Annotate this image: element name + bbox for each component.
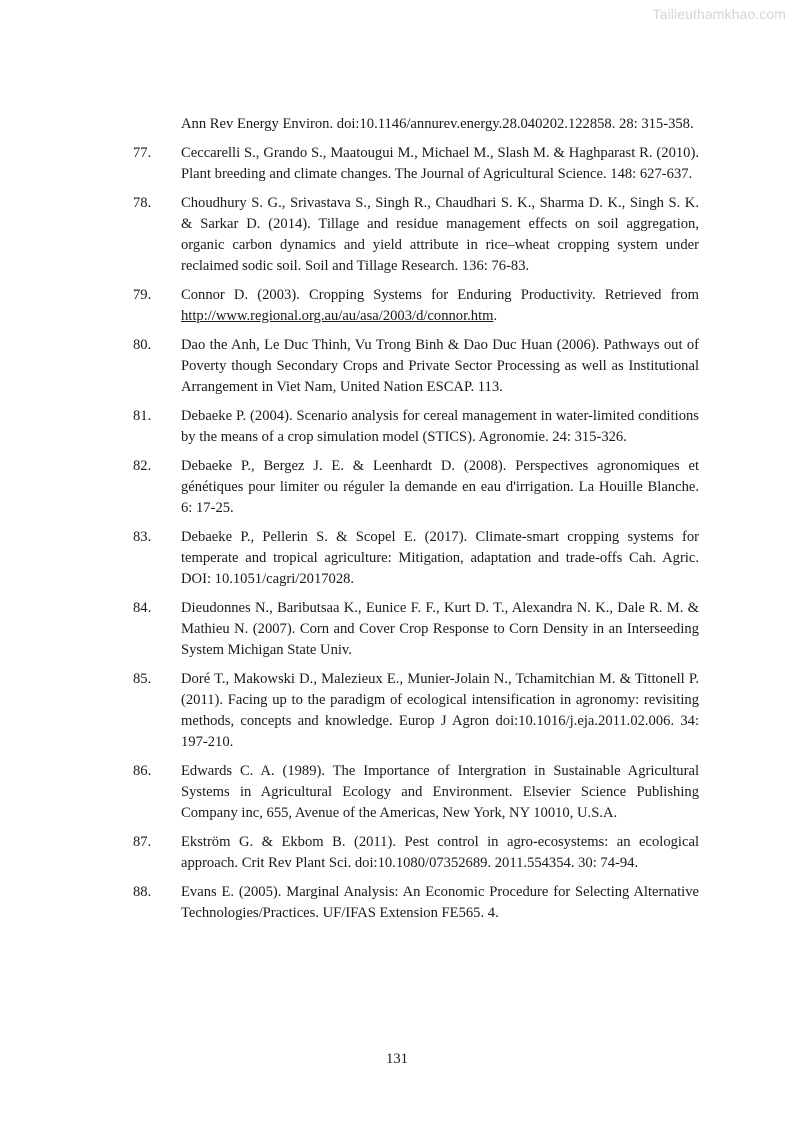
reference-number: 79. <box>133 287 152 303</box>
reference-number: 80. <box>133 337 152 353</box>
reference-80 <box>133 335 699 398</box>
reference-88 <box>133 882 699 924</box>
reference-text: Choudhury S. G., Srivastava S., Singh R., Chaudhari S. K., Sharma D. K., Singh S. K. & Sarkar D. (2014). Tillage and residue management effects on soil aggregation, organic carbon dynamics and yield attribute in rice–wheat cropping system under reclaimed sodic soil. Soil and Tillage Research. 136: 76-83. <box>181 195 699 274</box>
reference-84 <box>133 598 699 661</box>
reference-number: 87. <box>133 834 152 850</box>
reference-86 <box>133 761 699 824</box>
reference-number: 85. <box>133 671 152 687</box>
reference-81 <box>133 406 699 448</box>
reference-number: 81. <box>133 408 152 424</box>
reference-number: 77. <box>133 145 152 161</box>
reference-text: Ceccarelli S., Grando S., Maatougui M., Michael M., Slash M. & Haghparast R. (2010). Plant breeding and climate changes. The Journal of Agricultural Science. 148: 627-637. <box>181 145 699 182</box>
reference-text: Ann Rev Energy Environ. doi:10.1146/annurev.energy.28.040202.122858. 28: 315-358. <box>181 116 694 132</box>
reference-87 <box>133 832 699 874</box>
reference-83 <box>133 527 699 590</box>
reference-number: 82. <box>133 458 152 474</box>
reference-text: Connor D. (2003). Cropping Systems for Enduring Productivity. Retrieved from <box>181 287 699 303</box>
reference-text: Debaeke P., Pellerin S. & Scopel E. (2017). Climate-smart cropping systems for temperate and tropical agriculture: Mitigation, adaptation and trade-offs Cah. Agric. DOI: 10.1051/cagri/2017028. <box>181 529 699 587</box>
reference-link[interactable]: http://www.regional.org.au/au/asa/2003/d/connor.htm <box>181 308 494 324</box>
reference-text: Debaeke P. (2004). Scenario analysis for cereal management in water-limited conditions by the means of a crop simulation model (STICS). Agronomie. 24: 315-326. <box>181 408 699 445</box>
reference-85 <box>133 669 699 753</box>
reference-text: Doré T., Makowski D., Malezieux E., Munier-Jolain N., Tchamitchian M. & Tittonell P. (2011). Facing up to the paradigm of ecological intensification in agronomy: revisiting methods, concepts and knowledge. Europ J Agron doi:10.1016/j.eja.2011.02.006. 34: 197-210. <box>181 671 699 750</box>
watermark: Tailieuthamkhao.com <box>652 6 786 22</box>
reference-text: Ekström G. & Ekbom B. (2011). Pest control in agro-ecosystems: an ecological approach. Crit Rev Plant Sci. doi:10.1080/07352689. 2011.554354. 30: 74-94. <box>181 834 699 871</box>
reference-text-end: . <box>493 308 498 324</box>
reference-78 <box>133 193 699 277</box>
reference-text: Dao the Anh, Le Duc Thinh, Vu Trong Binh & Dao Duc Huan (2006). Pathways out of Poverty though Secondary Crops and Private Sector Processing as well as Institutional Arrangement in Viet Nam, United Nation ESCAP. 113. <box>181 337 699 395</box>
reference-text: Debaeke P., Bergez J. E. & Leenhardt D. (2008). Perspectives agronomiques et génétiques pour limiter ou réguler la demande en eau d'irrigation. La Houille Blanche. 6: 17-25. <box>181 458 699 516</box>
page-number: 131 <box>386 1051 408 1067</box>
reference-79 <box>133 285 699 327</box>
reference-text-wrapper <box>181 285 699 327</box>
reference-text: Edwards C. A. (1989). The Importance of Intergration in Sustainable Agricultural Systems in Agricultural Ecology and Environment. Elsevier Science Publishing Company inc, 655, Avenue of the Americas, New York, NY 10010, U.S.A. <box>181 763 699 821</box>
reference-77 <box>133 143 699 185</box>
reference-text: Evans E. (2005). Marginal Analysis: An Economic Procedure for Selecting Alternative Technologies/Practices. UF/IFAS Extension FE565. 4. <box>181 884 699 921</box>
reference-number: 88. <box>133 884 152 900</box>
reference-continuation <box>133 114 699 135</box>
reference-number: 83. <box>133 529 152 545</box>
reference-number: 84. <box>133 600 152 616</box>
reference-82 <box>133 456 699 519</box>
reference-number: 86. <box>133 763 152 779</box>
reference-list <box>133 114 699 932</box>
reference-text: Dieudonnes N., Baributsaa K., Eunice F. F., Kurt D. T., Alexandra N. K., Dale R. M. & Mathieu N. (2007). Corn and Cover Crop Response to Corn Density in an Interseeding System Michigan State Univ. <box>181 600 699 658</box>
reference-number: 78. <box>133 195 152 211</box>
